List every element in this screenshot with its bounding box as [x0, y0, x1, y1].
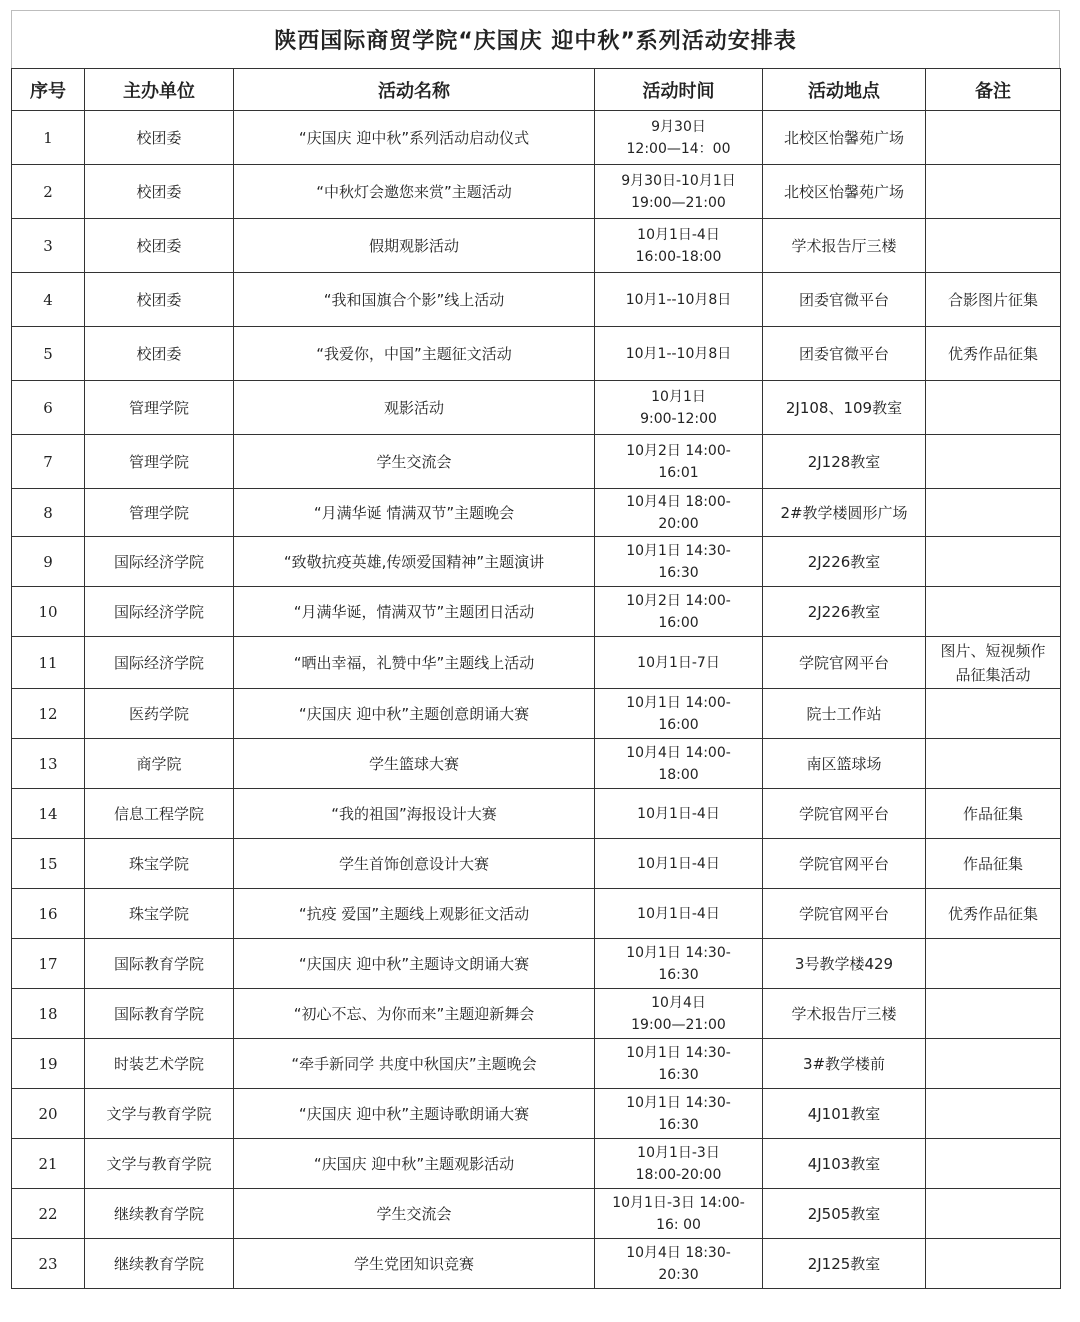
table-row [12, 1039, 1061, 1089]
row-index: 12 [12, 689, 85, 739]
row-activity-location: 4J103教室 [763, 1139, 926, 1189]
row-index: 11 [12, 637, 85, 689]
table-row [12, 489, 1061, 537]
row-activity-location: 2#教学楼圆形广场 [763, 489, 926, 537]
row-remarks [926, 689, 1061, 739]
row-index: 5 [12, 327, 85, 381]
row-organizer: 校团委 [85, 111, 234, 165]
row-activity-location: 2J226教室 [763, 537, 926, 587]
row-index: 15 [12, 839, 85, 889]
row-organizer: 国际经济学院 [85, 587, 234, 637]
row-organizer: 国际教育学院 [85, 939, 234, 989]
row-activity-name: “我爱你，中国”主题征文活动 [234, 327, 595, 381]
table-row [12, 1189, 1061, 1239]
row-activity-time: 10月1--10月8日 [595, 273, 763, 327]
table-row [12, 165, 1061, 219]
row-remarks [926, 1189, 1061, 1239]
row-remarks [926, 989, 1061, 1039]
row-activity-name: “月满华诞，情满双节”主题团日活动 [234, 587, 595, 637]
row-activity-time: 10月2日 14:00- 16:00 [595, 587, 763, 637]
row-activity-location: 北校区怡馨苑广场 [763, 111, 926, 165]
activity-schedule-table [11, 68, 1061, 1289]
table-row [12, 381, 1061, 435]
row-remarks [926, 111, 1061, 165]
table-row [12, 111, 1061, 165]
row-organizer: 医药学院 [85, 689, 234, 739]
row-organizer: 国际教育学院 [85, 989, 234, 1039]
row-activity-name: “庆国庆 迎中秋”主题诗文朗诵大赛 [234, 939, 595, 989]
row-activity-location: 学院官网平台 [763, 789, 926, 839]
row-organizer: 文学与教育学院 [85, 1139, 234, 1189]
row-remarks [926, 1039, 1061, 1089]
row-activity-name: 观影活动 [234, 381, 595, 435]
row-activity-location: 北校区怡馨苑广场 [763, 165, 926, 219]
row-index: 13 [12, 739, 85, 789]
row-index: 23 [12, 1239, 85, 1289]
table-row [12, 587, 1061, 637]
row-activity-name: “牵手新同学 共度中秋国庆”主题晚会 [234, 1039, 595, 1089]
row-remarks [926, 489, 1061, 537]
row-activity-location: 3#教学楼前 [763, 1039, 926, 1089]
row-index: 1 [12, 111, 85, 165]
row-activity-time: 10月1日-4日 [595, 889, 763, 939]
row-activity-time: 10月1日-4日 [595, 789, 763, 839]
row-activity-time: 10月4日 18:30- 20:30 [595, 1239, 763, 1289]
row-index: 21 [12, 1139, 85, 1189]
row-organizer: 继续教育学院 [85, 1239, 234, 1289]
row-organizer: 管理学院 [85, 435, 234, 489]
header-index: 序号 [12, 69, 85, 111]
row-activity-time: 10月1日-7日 [595, 637, 763, 689]
row-index: 8 [12, 489, 85, 537]
row-organizer: 校团委 [85, 273, 234, 327]
row-activity-time: 10月1--10月8日 [595, 327, 763, 381]
row-activity-name: “晒出幸福，礼赞中华”主题线上活动 [234, 637, 595, 689]
row-activity-time: 10月4日 18:00- 20:00 [595, 489, 763, 537]
row-remarks [926, 1239, 1061, 1289]
row-activity-location: 南区篮球场 [763, 739, 926, 789]
row-index: 17 [12, 939, 85, 989]
row-index: 14 [12, 789, 85, 839]
table-row [12, 1089, 1061, 1139]
row-activity-location: 2J128教室 [763, 435, 926, 489]
row-activity-name: 学生篮球大赛 [234, 739, 595, 789]
row-organizer: 校团委 [85, 219, 234, 273]
row-index: 19 [12, 1039, 85, 1089]
table-row [12, 939, 1061, 989]
table-row [12, 839, 1061, 889]
row-remarks [926, 165, 1061, 219]
row-activity-name: “庆国庆 迎中秋”主题诗歌朗诵大赛 [234, 1089, 595, 1139]
row-remarks: 优秀作品征集 [926, 889, 1061, 939]
row-remarks [926, 1139, 1061, 1189]
header-activity-location: 活动地点 [763, 69, 926, 111]
row-activity-name: “抗疫 爱国”主题线上观影征文活动 [234, 889, 595, 939]
header-activity-name: 活动名称 [234, 69, 595, 111]
row-activity-location: 团委官微平台 [763, 327, 926, 381]
row-index: 9 [12, 537, 85, 587]
row-activity-name: “庆国庆 迎中秋”系列活动启动仪式 [234, 111, 595, 165]
row-index: 7 [12, 435, 85, 489]
row-index: 6 [12, 381, 85, 435]
table-header-row [12, 69, 1061, 111]
row-activity-location: 2J125教室 [763, 1239, 926, 1289]
row-activity-location: 团委官微平台 [763, 273, 926, 327]
row-activity-name: “致敬抗疫英雄,传颂爱国精神”主题演讲 [234, 537, 595, 587]
row-remarks [926, 381, 1061, 435]
row-activity-time: 9月30日 12:00—14：00 [595, 111, 763, 165]
table-row [12, 989, 1061, 1039]
row-remarks: 优秀作品征集 [926, 327, 1061, 381]
table-row [12, 689, 1061, 739]
row-activity-location: 学院官网平台 [763, 889, 926, 939]
row-activity-location: 2J108、109教室 [763, 381, 926, 435]
row-activity-location: 学术报告厅三楼 [763, 219, 926, 273]
row-organizer: 管理学院 [85, 381, 234, 435]
table-row [12, 637, 1061, 689]
row-organizer: 继续教育学院 [85, 1189, 234, 1239]
row-index: 18 [12, 989, 85, 1039]
row-activity-name: 学生交流会 [234, 435, 595, 489]
table-row [12, 789, 1061, 839]
row-activity-name: 学生首饰创意设计大赛 [234, 839, 595, 889]
row-remarks: 合影图片征集 [926, 273, 1061, 327]
row-organizer: 珠宝学院 [85, 889, 234, 939]
row-remarks [926, 587, 1061, 637]
header-remarks: 备注 [926, 69, 1061, 111]
row-index: 20 [12, 1089, 85, 1139]
row-activity-time: 10月2日 14:00- 16:01 [595, 435, 763, 489]
row-organizer: 国际经济学院 [85, 537, 234, 587]
row-index: 10 [12, 587, 85, 637]
row-remarks: 图片、短视频作 品征集活动 [926, 637, 1061, 689]
row-organizer: 文学与教育学院 [85, 1089, 234, 1139]
row-index: 4 [12, 273, 85, 327]
row-organizer: 校团委 [85, 165, 234, 219]
row-activity-location: 学术报告厅三楼 [763, 989, 926, 1039]
table-row [12, 537, 1061, 587]
row-activity-location: 4J101教室 [763, 1089, 926, 1139]
row-remarks [926, 219, 1061, 273]
row-activity-name: “庆国庆 迎中秋”主题观影活动 [234, 1139, 595, 1189]
row-organizer: 管理学院 [85, 489, 234, 537]
row-activity-time: 10月1日-4日 [595, 839, 763, 889]
row-activity-time: 9月30日-10月1日 19:00—21:00 [595, 165, 763, 219]
row-organizer: 商学院 [85, 739, 234, 789]
row-activity-time: 10月1日 9:00-12:00 [595, 381, 763, 435]
table-row [12, 327, 1061, 381]
table-row [12, 435, 1061, 489]
row-remarks: 作品征集 [926, 839, 1061, 889]
table-row [12, 739, 1061, 789]
row-activity-location: 院士工作站 [763, 689, 926, 739]
row-activity-location: 3号教学楼429 [763, 939, 926, 989]
row-organizer: 国际经济学院 [85, 637, 234, 689]
row-activity-time: 10月1日 14:30- 16:30 [595, 537, 763, 587]
header-activity-time: 活动时间 [595, 69, 763, 111]
row-remarks [926, 1089, 1061, 1139]
row-activity-name: “初心不忘、为你而来”主题迎新舞会 [234, 989, 595, 1039]
row-activity-time: 10月1日-3日 18:00-20:00 [595, 1139, 763, 1189]
row-index: 3 [12, 219, 85, 273]
row-activity-name: “中秋灯会邀您来赏”主题活动 [234, 165, 595, 219]
row-activity-name: “庆国庆 迎中秋”主题创意朗诵大赛 [234, 689, 595, 739]
row-activity-time: 10月1日 14:30- 16:30 [595, 1089, 763, 1139]
row-organizer: 校团委 [85, 327, 234, 381]
row-activity-name: 学生党团知识竞赛 [234, 1239, 595, 1289]
row-activity-location: 学院官网平台 [763, 637, 926, 689]
table-row [12, 1139, 1061, 1189]
row-remarks [926, 435, 1061, 489]
row-activity-time: 10月1日 14:30- 16:30 [595, 939, 763, 989]
row-activity-name: “我的祖国”海报设计大赛 [234, 789, 595, 839]
row-activity-time: 10月1日 14:30- 16:30 [595, 1039, 763, 1089]
row-activity-location: 2J505教室 [763, 1189, 926, 1239]
row-activity-time: 10月1日-3日 14:00- 16: 00 [595, 1189, 763, 1239]
table-row [12, 219, 1061, 273]
header-organizer: 主办单位 [85, 69, 234, 111]
row-remarks [926, 537, 1061, 587]
table-row [12, 889, 1061, 939]
row-remarks [926, 939, 1061, 989]
row-organizer: 珠宝学院 [85, 839, 234, 889]
row-index: 22 [12, 1189, 85, 1239]
row-activity-name: “我和国旗合个影”线上活动 [234, 273, 595, 327]
row-index: 2 [12, 165, 85, 219]
table-row [12, 1239, 1061, 1289]
row-activity-name: 学生交流会 [234, 1189, 595, 1239]
row-activity-time: 10月4日 19:00—21:00 [595, 989, 763, 1039]
row-remarks [926, 739, 1061, 789]
table-row [12, 273, 1061, 327]
row-activity-location: 学院官网平台 [763, 839, 926, 889]
row-activity-name: 假期观影活动 [234, 219, 595, 273]
document [11, 10, 1060, 1289]
row-remarks: 作品征集 [926, 789, 1061, 839]
row-index: 16 [12, 889, 85, 939]
row-activity-time: 10月4日 14:00- 18:00 [595, 739, 763, 789]
table-body [12, 111, 1061, 1289]
document-title: 陕西国际商贸学院“庆国庆 迎中秋”系列活动安排表 [11, 10, 1060, 68]
row-activity-name: “月满华诞 情满双节”主题晚会 [234, 489, 595, 537]
row-activity-location: 2J226教室 [763, 587, 926, 637]
row-organizer: 时装艺术学院 [85, 1039, 234, 1089]
row-activity-time: 10月1日 14:00- 16:00 [595, 689, 763, 739]
row-organizer: 信息工程学院 [85, 789, 234, 839]
row-activity-time: 10月1日-4日 16:00-18:00 [595, 219, 763, 273]
